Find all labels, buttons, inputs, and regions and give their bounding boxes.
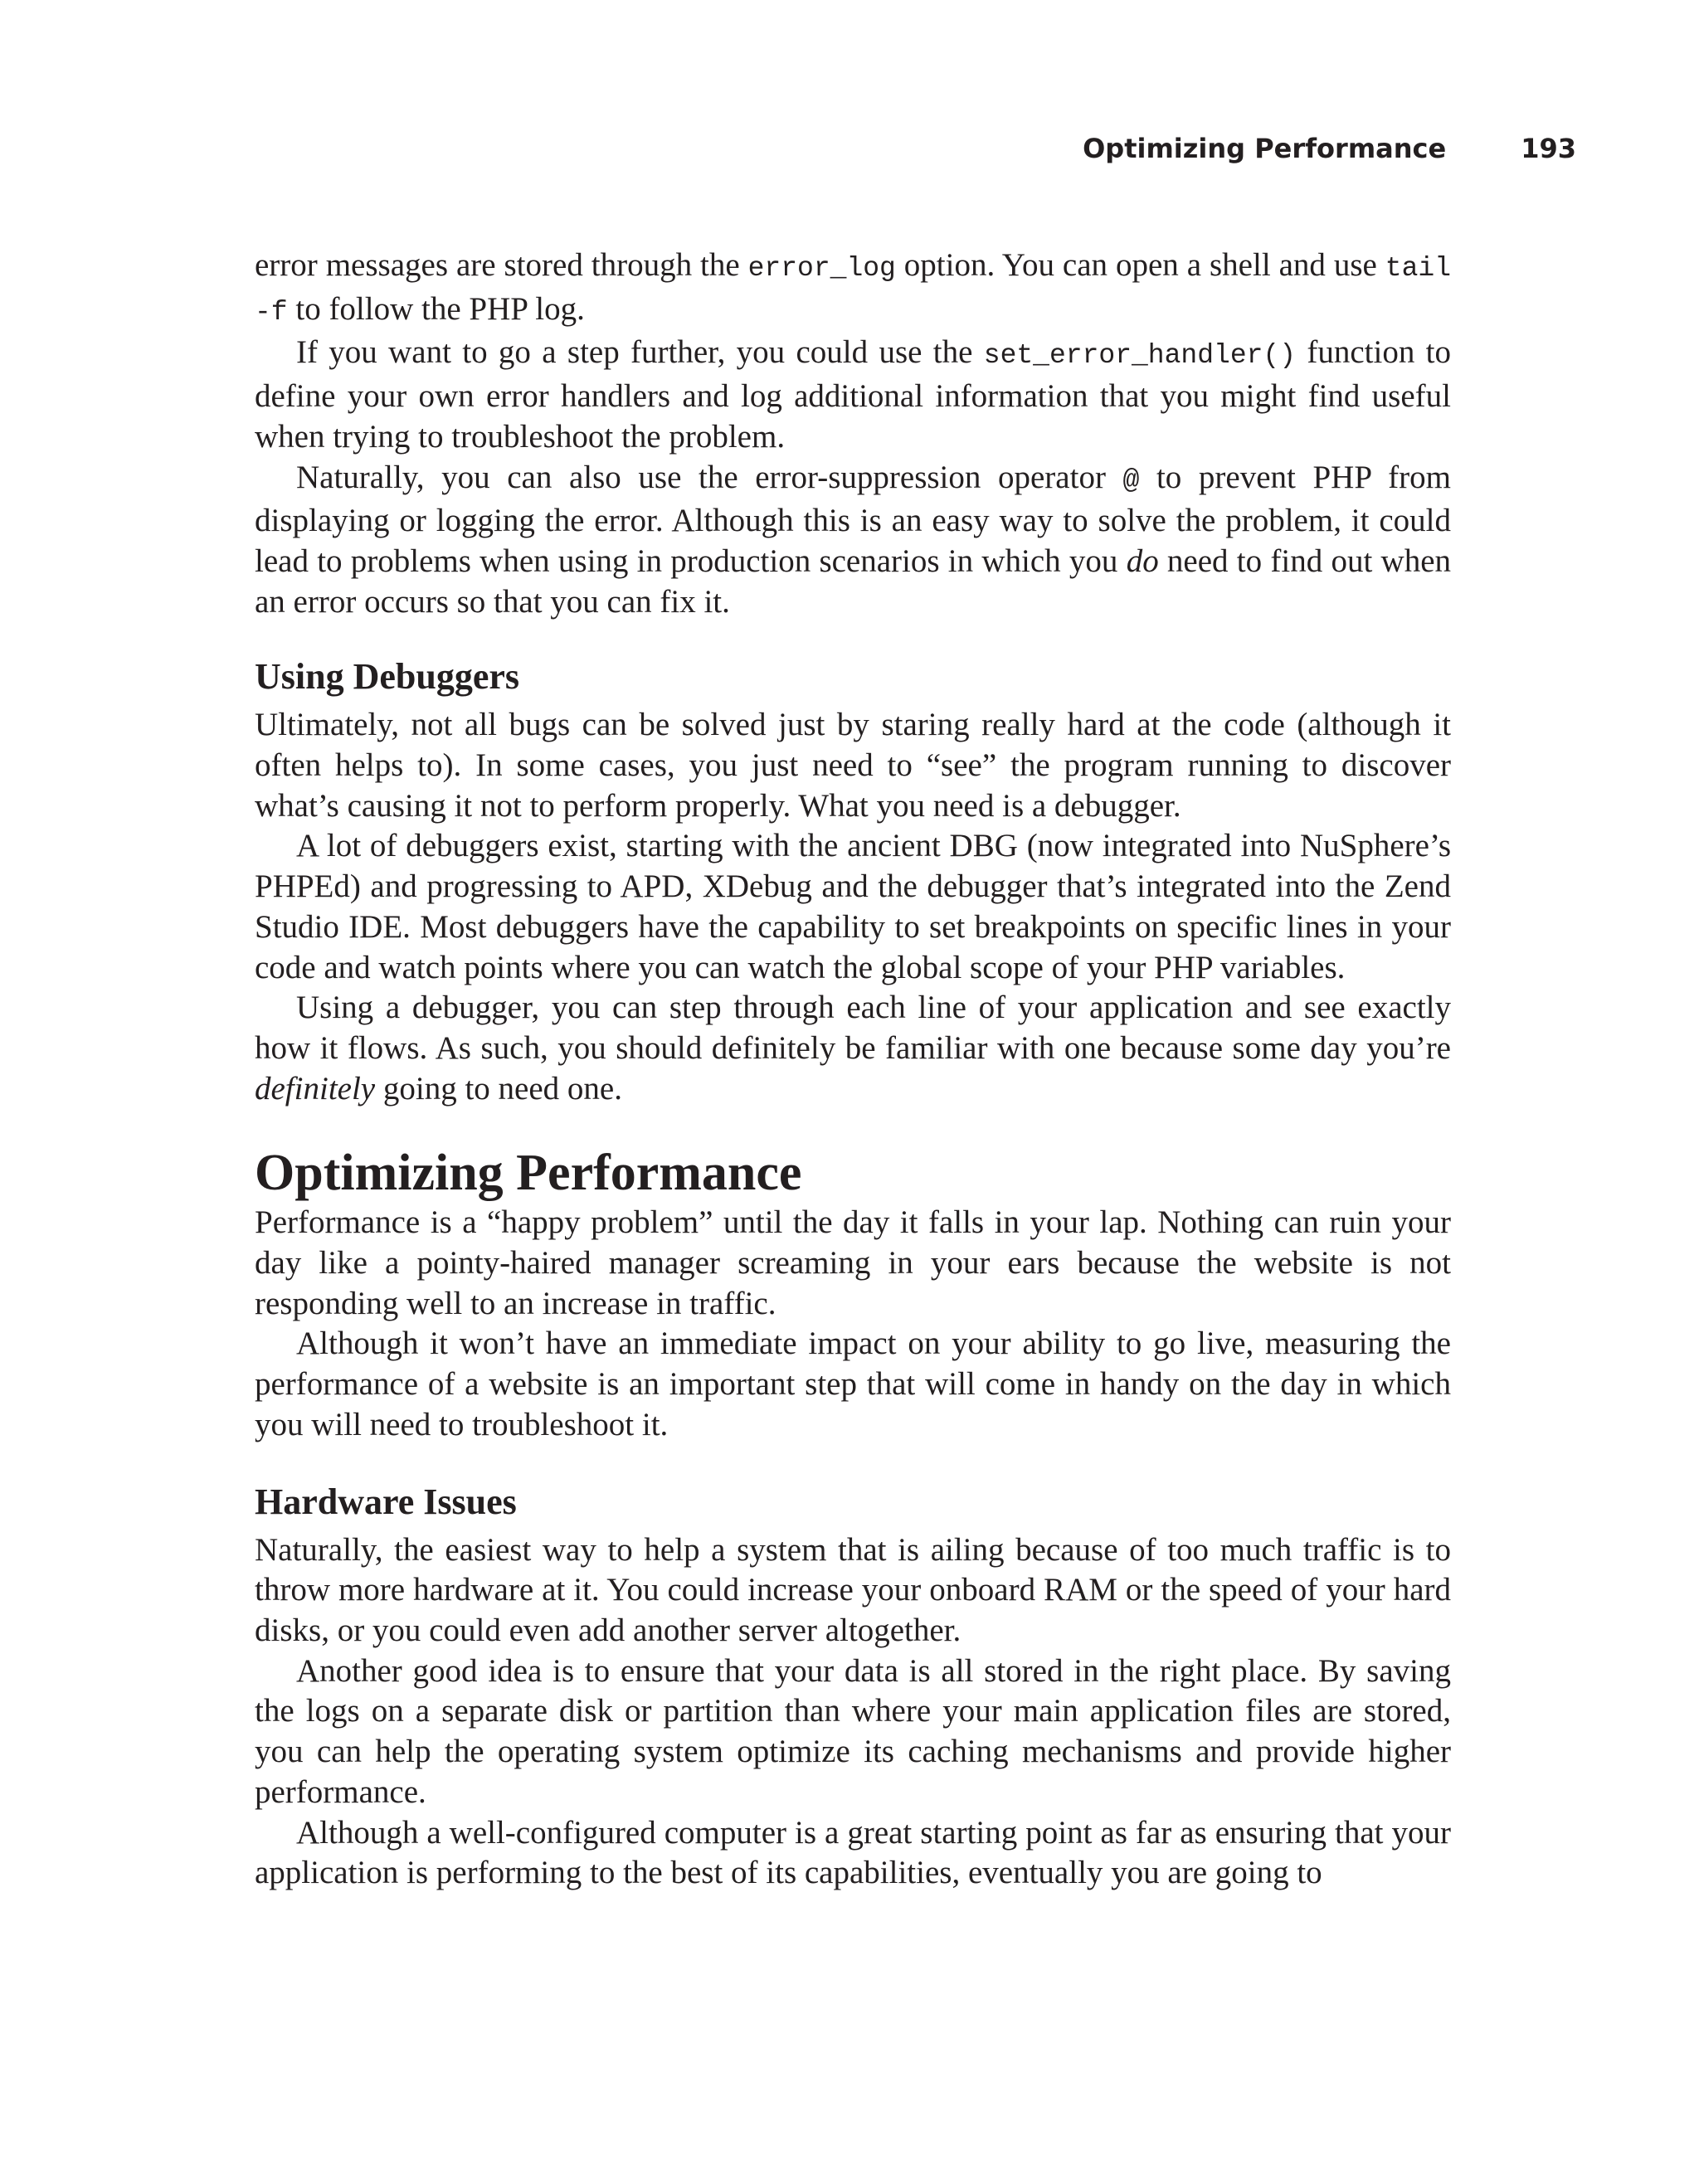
text-run: option. You can open a shell and use [895, 247, 1385, 283]
running-head-section-title: Optimizing Performance [1083, 133, 1447, 164]
heading-using-debuggers: Using Debuggers [255, 656, 520, 698]
italic-definitely: definitely [255, 1070, 376, 1107]
paragraph-performance-intro: Performance is a “happy problem” until the day it falls in your lap. Nothing can ruin your day like a pointy-haired manager screaming in your ears because the website is not responding well to an increase in traffic. [255, 1204, 1451, 1321]
paragraph-error-suppression [255, 458, 1451, 623]
text-run: Using a debugger, you can step through each line of your application and see exactly how it flows. As such, you should definitely be familiar with one because some day you’re [255, 990, 1451, 1066]
code-tail: tail -f [255, 253, 1451, 328]
italic-do: do [1126, 542, 1159, 579]
text-run: need to find out when an error occurs so that you can fix it. [255, 542, 1452, 620]
heading-hardware-issues: Hardware Issues [255, 1481, 517, 1522]
text-run: function to define your own error handlers and log additional information that you might find useful when trying to troubleshoot the problem. [255, 334, 1451, 455]
paragraph-performance-measuring: Although it won’t have an immediate impact on your ability to go live, measuring the performance of a website is an important step that will come in handy on the day in which you will need to troubleshoot it. [255, 1325, 1451, 1442]
paragraph-error-handler [255, 333, 1451, 457]
code-error-log: error_log [747, 253, 896, 284]
text-run: If you want to go a step further, you could use the [296, 334, 984, 371]
text-run: going to need one. [375, 1070, 622, 1107]
paragraph-well-configured: Although a well-configured computer is a great starting point as far as ensuring that your application is performing to the best of its capabilities, eventually you are going to [255, 1814, 1451, 1891]
text-run: to prevent PHP from displaying or logging the error. Although this is an easy way to solve the problem, it could lead to problems when using in production scenarios in which you [255, 459, 1451, 579]
text-run: Naturally, you can also use the error-suppression operator [296, 459, 1123, 495]
paragraph-debuggers-list: A lot of debuggers exist, starting with the ancient DBG (now integrated into NuSphere’s PHPEd) and progressing to APD, XDebug and the debugger that’s integrated into the Zend Studio IDE. Most debuggers have the capability to set breakpoints on specific lines in your code and watch points where you can watch the global scope of your PHP variables. [255, 828, 1451, 985]
paragraph-debugger-usage [255, 988, 1451, 1109]
paragraph-error-log [255, 246, 1451, 333]
paragraph-data-placement: Another good idea is to ensure that your data is all stored in the right place. By saving the logs on a separate disk or partition than where your main application files are stored, you can help the operating system optimize its caching mechanisms and provide higher performance. [255, 1652, 1451, 1810]
running-head [1078, 133, 1576, 164]
code-set-error-handler: set_error_handler() [983, 340, 1297, 372]
text-run: error messages are stored through the [255, 247, 748, 283]
heading-optimizing-performance: Optimizing Performance [255, 1145, 802, 1202]
page-body [255, 246, 1451, 1894]
paragraph-debuggers-intro: Ultimately, not all bugs can be solved just by staring really hard at the code (although it often helps to). In some cases, you just need to “see” the program running to discover what’s causing it not to perform properly. What you need is a debugger. [255, 707, 1451, 824]
paragraph-hardware-intro: Naturally, the easiest way to help a system that is ailing because of too much traffic is to throw more hardware at it. You could increase your onboard RAM or the speed of your hard disks, or you could even add another server altogether. [255, 1531, 1451, 1648]
text-run: to follow the PHP log. [287, 290, 585, 327]
page-number: 193 [1521, 133, 1576, 164]
code-at-operator: @ [1122, 465, 1140, 496]
